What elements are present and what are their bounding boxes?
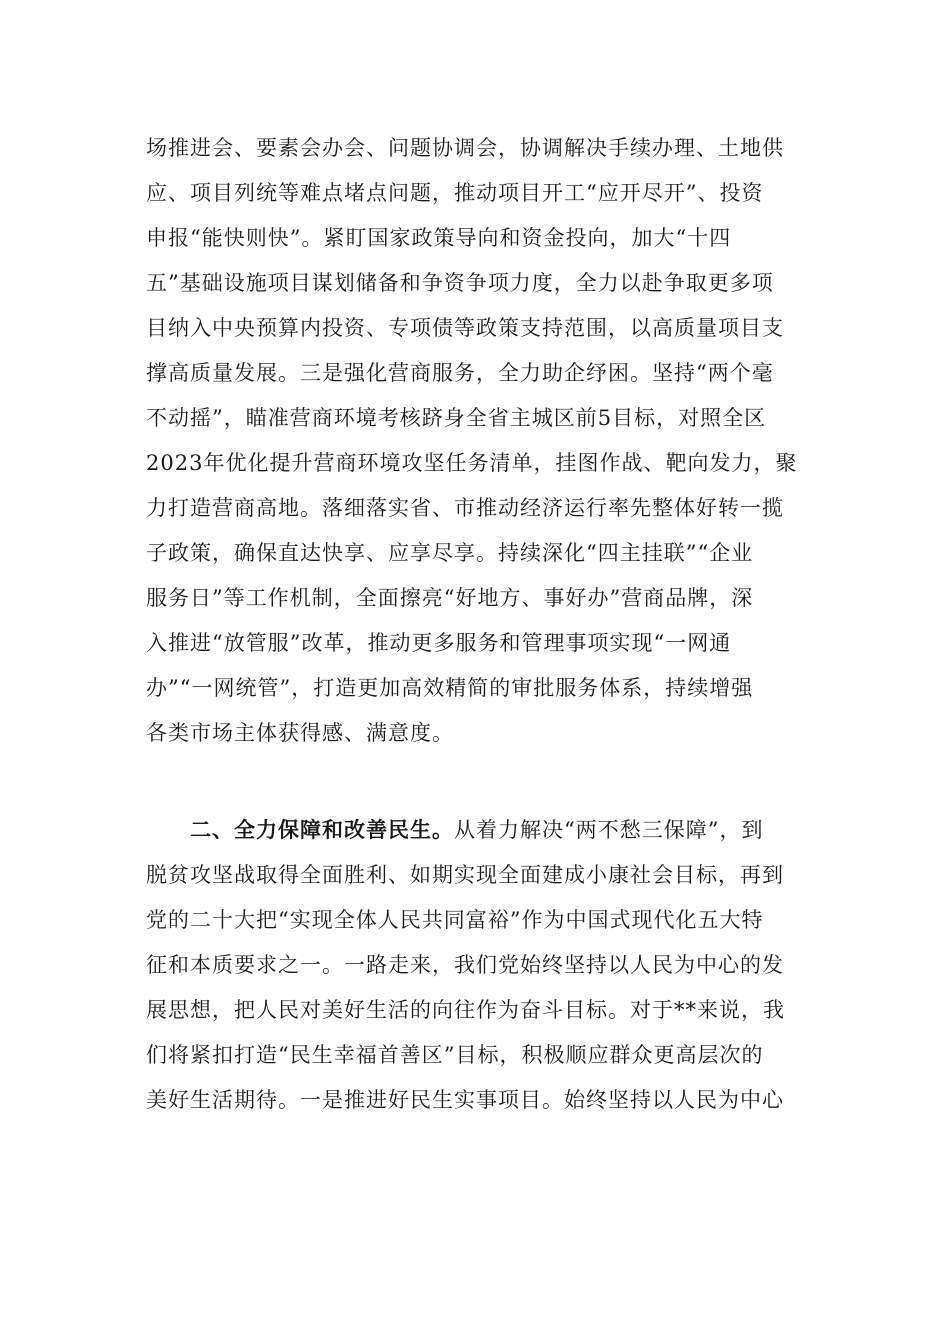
section-first-line: [146, 808, 806, 853]
text-line: 撑高质量发展。三是强化营商服务，全力助企纾困。坚持“两个毫: [146, 361, 774, 385]
text-line: 征和本质要求之一。一路走来，我们党始终坚持以人民为中心的发: [146, 953, 784, 977]
text-line: 们将紧扣打造“民生幸福首善区”目标，积极顺应群众更高层次的: [146, 1043, 764, 1067]
text-line: 各类市场主体获得感、满意度。: [146, 721, 454, 745]
text-line: 2023年优化提升营商环境攻坚任务清单，挂图作战、靶向发力，聚: [146, 451, 798, 475]
text-line: 党的二十大把“实现全体人民共同富裕”作为中国式现代化五大特: [146, 908, 764, 932]
text-line: 目纳入中央预算内投资、专项债等政策支持范围，以高质量项目支: [146, 316, 784, 340]
text-line: 力打造营商高地。落细落实省、市推动经济运行率先整体好转一揽: [146, 496, 784, 520]
body-paragraph: [146, 126, 806, 756]
text-line: 不动摇”，瞄准营商环境考核跻身全省主城区前5目标，对照全区: [146, 406, 767, 430]
text-line: 服务日”等工作机制，全面擦亮“好地方、事好办”营商品牌，深: [146, 586, 754, 610]
text-line: 子政策，确保直达快享、应享尽享。持续深化“四主挂联”“企业: [146, 541, 754, 565]
text-line: 美好生活期待。一是推进好民生实事项目。始终坚持以人民为中心: [146, 1088, 784, 1112]
text-line: 场推进会、要素会办会、问题协调会，协调解决手续办理、土地供: [146, 136, 784, 160]
text-line: 五”基础设施项目谋划储备和争资争项力度，全力以赴争取更多项: [146, 271, 774, 295]
text-line: 申报“能快则快”。紧盯国家政策导向和资金投向，加大“十四: [146, 226, 732, 250]
section-heading: 二、全力保障和改善民生。: [190, 818, 454, 842]
text-line: 办”“一网统管”，打造更加高效精简的审批服务体系，持续增强: [146, 676, 754, 700]
heading-continuation: 从着力解决“两不愁三保障”，到: [454, 818, 764, 842]
text-line: 展思想，把人民对美好生活的向往作为奋斗目标。对于**来说，我: [146, 998, 785, 1022]
text-line: 应、项目列统等难点堵点问题，推动项目开工“应开尽开”、投资: [146, 181, 764, 205]
text-line: 脱贫攻坚战取得全面胜利、如期实现全面建成小康社会目标，再到: [146, 863, 784, 887]
section-paragraph: [146, 808, 806, 1123]
text-line: 入推进“放管服”改革，推动更多服务和管理事项实现“一网通: [146, 631, 732, 655]
